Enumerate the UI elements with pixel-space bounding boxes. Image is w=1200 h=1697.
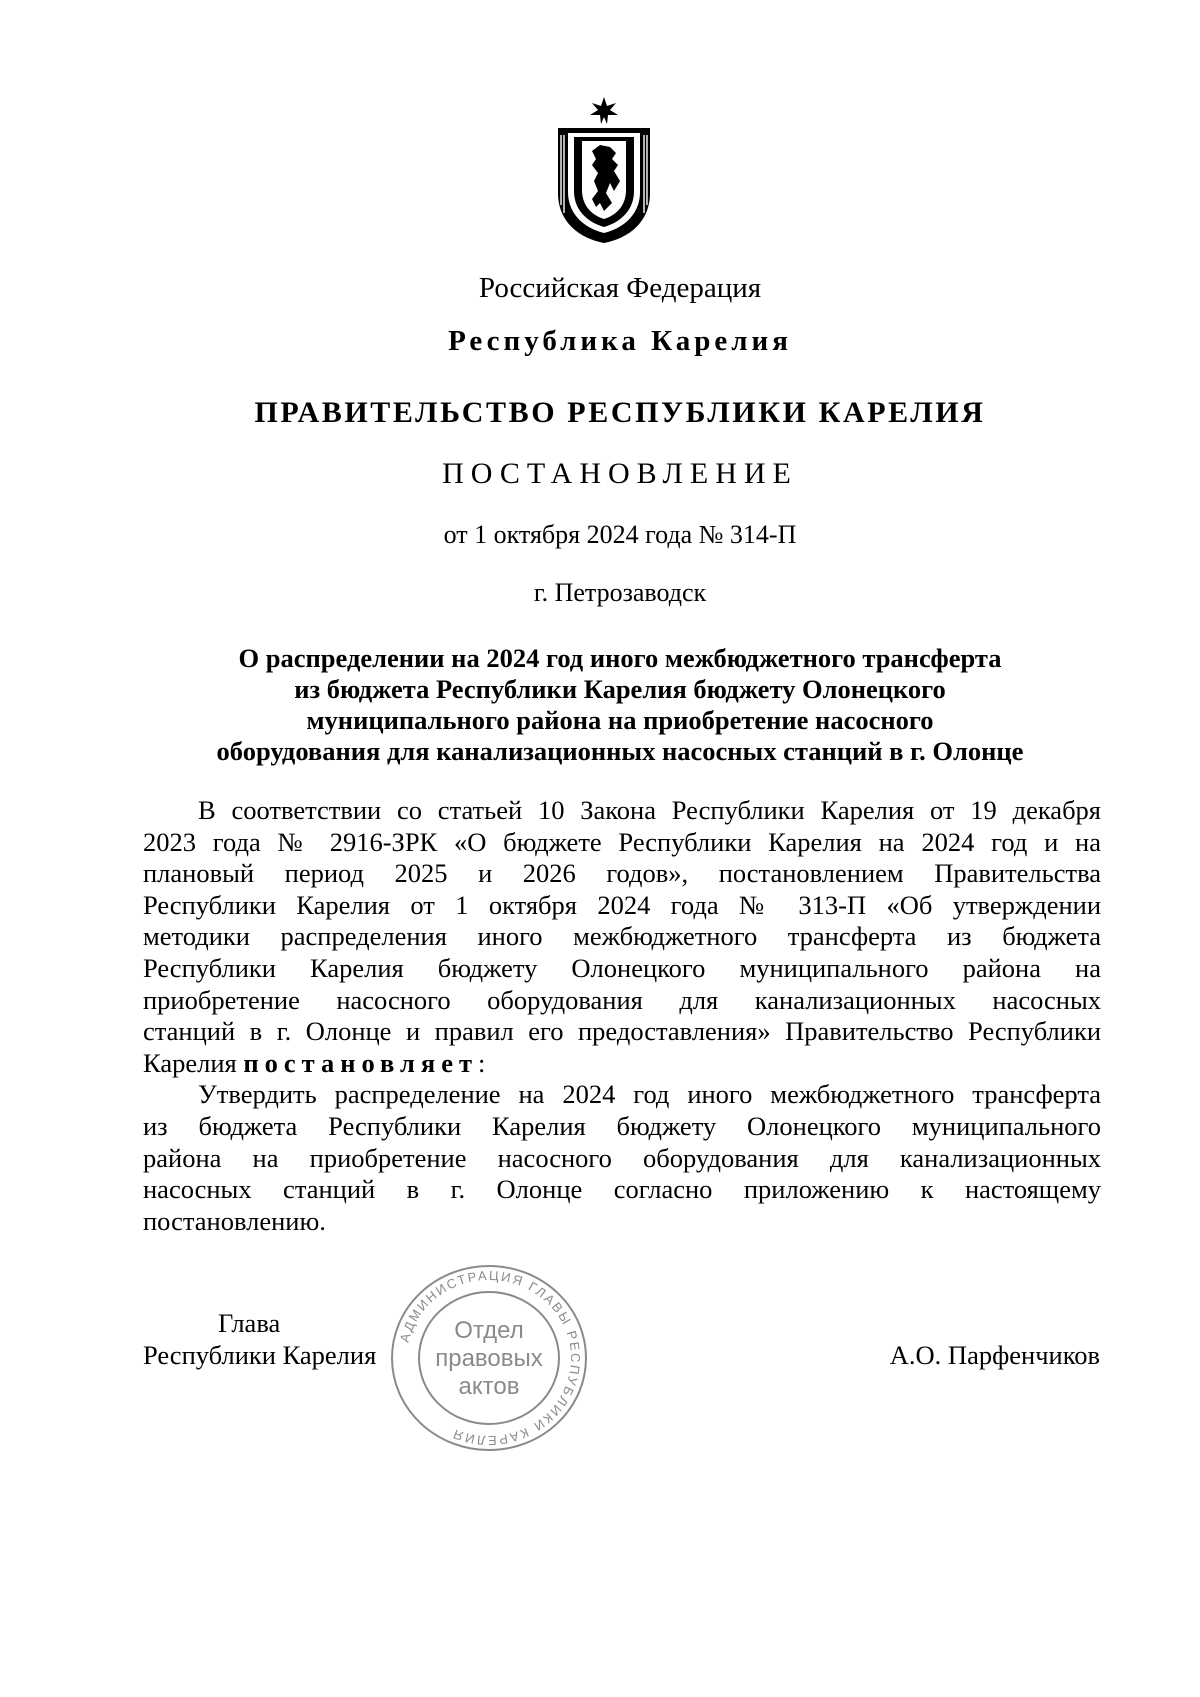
stamp-line-2: правовых (435, 1345, 543, 1372)
body-line: Республики Карелия от 1 октября 2024 года № 313-П «Об утверждении (143, 889, 1101, 920)
document-date-number: от 1 октября 2024 года № 314-П (443, 520, 797, 549)
document-body (143, 795, 1101, 1237)
body-line: 2023 года № 2916-ЗРК «О бюджете Республики Карелия на 2024 год и на (143, 826, 1101, 857)
signatory-title: Глава (218, 1308, 281, 1338)
document-city: г. Петрозаводск (533, 578, 707, 607)
resolves-suffix: : (478, 1047, 486, 1078)
government-name: ПРАВИТЕЛЬСТВО РЕСПУБЛИКИ КАРЕЛИЯ (254, 396, 986, 429)
body-line-resolves (143, 1048, 1101, 1080)
body-line: станций в г. Олонце и правил его предоставления» Правительство Республики (143, 1016, 1101, 1047)
official-stamp (388, 1262, 590, 1454)
document-type: ПОСТАНОВЛЕНИЕ (442, 457, 798, 490)
body-line: приобретение насосного оборудования для канализационных насосных (143, 984, 1101, 1015)
body-line: методики распределения иного межбюджетного трансферта из бюджета (143, 921, 1101, 952)
body-line: Республики Карелия бюджету Олонецкого муниципального района на (143, 952, 1101, 983)
body-line: района на приобретение насосного оборудования для канализационных (143, 1142, 1101, 1173)
coat-of-arms-emblem (552, 95, 656, 245)
signatory-body: Республики Карелия (143, 1340, 377, 1370)
body-line: из бюджета Республики Карелия бюджету Олонецкого муниципального (143, 1110, 1101, 1141)
stamp-ring-text: АДМИНИСТРАЦИЯ ГЛАВЫ РЕСПУБЛИКИ КАРЕЛИЯ (396, 1267, 584, 1449)
body-line: Утвердить распределение на 2024 год иного межбюджетного трансферта (198, 1079, 1101, 1110)
stamp-line-1: Отдел (454, 1317, 524, 1344)
document-title (150, 643, 1090, 767)
body-line: постановлению. (143, 1205, 326, 1236)
signatory-name: А.О. Парфенчиков (889, 1340, 1100, 1370)
resolves-prefix: Карелия (143, 1047, 244, 1078)
title-line: О распределении на 2024 год иного межбюджетного трансферта (238, 643, 1002, 673)
title-line: муниципального района на приобретение насосного (306, 705, 934, 735)
title-line: оборудования для канализационных насосных станций в г. Олонце (216, 736, 1024, 766)
body-line: насосных станций в г. Олонце согласно приложению к настоящему (143, 1174, 1101, 1205)
resolves-keyword: постановляет (243, 1047, 479, 1078)
body-line: плановый период 2025 и 2026 годов», постановлением Правительства (143, 858, 1101, 889)
stamp-line-3: актов (458, 1373, 520, 1400)
body-line: В соответствии со статьей 10 Закона Республики Карелия от 19 декабря (198, 795, 1101, 825)
country-name: Российская Федерация (478, 272, 762, 304)
title-line: из бюджета Республики Карелия бюджету Олонецкого (294, 674, 946, 704)
republic-name: Республика Карелия (448, 325, 792, 357)
